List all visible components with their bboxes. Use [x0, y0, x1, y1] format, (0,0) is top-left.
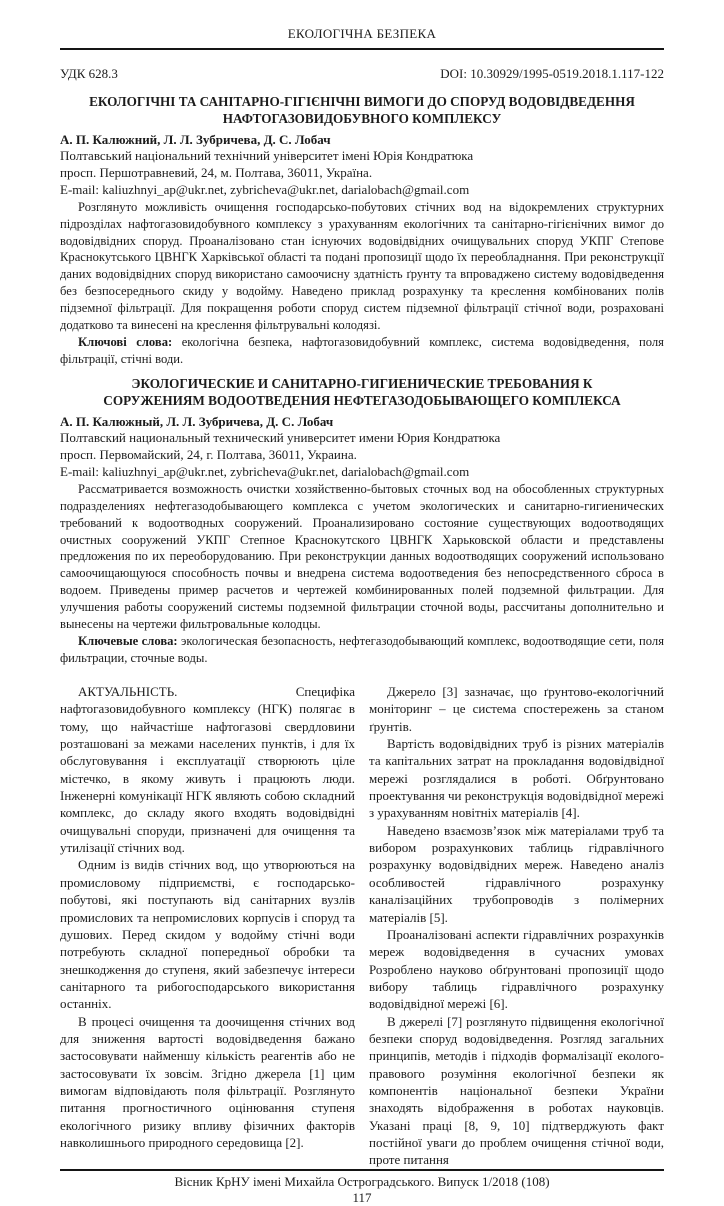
- affiliation-ru-line1: Полтавский национальный технический университет имени Юрия Кондратюка: [60, 430, 501, 446]
- body-paragraph: АКТУАЛЬНІСТЬ. Специфіка нафтогазовидобувного комплексу (НГК) полягає в тому, що найчастіше нафтогазові свердловини розташовані за межами населених пунктів, і для їх обслуговування і експлуатації створюють ціле містечко, в якому живуть і працюють люди. Інженерні комунікації НГК являють собою складний комплекс, до складу якого входять водовідвідні очищувальні споруди, призначені для очищення та утилізації стічних вод.: [60, 684, 355, 856]
- body-paragraph: В джерелі [7] розглянуто підвищення екологічної безпеки споруд водовідведення. Розгляд загальних принципів, методів і підходів формалізації еколого-правового розуміння екологічної безпеки як компонентів національної безпеки України знаходять відображення в роботах науковців. Указані праці [8, 9, 10] підтверджують факт постійної уваги до проблем очищення стічної води, проте питання: [369, 1013, 664, 1168]
- article-title-ru: ЭКОЛОГИЧЕСКИЕ И САНИТАРНО-ГИГИЕНИЧЕСКИЕ ТРЕБОВАНИЯ К СОРУЖЕНИЯМ ВОДООТВЕДЕНИЯ НЕФТЕГАЗОДОБЫВАЮЩЕГО КОМПЛЕКСА: [103, 376, 621, 408]
- body-columns: [60, 683, 664, 1169]
- body-paragraph: В процесі очищення та доочищення стічних вод для зниження вартості водовідведення бажано застосовувати найменшу кількість реагентів або не застосовувати їх зовсім. Згідно джерела [1] цим вимогам відповідають поля фільтрації. Розглянуто питання прогностичного оцінювання ступеня екологічного ризику впливу фізичних факторів навколишнього природного середовища [2].: [60, 1013, 355, 1150]
- meta-row: [60, 66, 664, 82]
- abstract-ru: Рассматривается возможность очистки хозяйственно-бытовых сточных вод на обособленных структурных подразделениях нефтегазодобывающего комплекса с учетом экологических и санитарно-гигиенических требований к водоотводных сооружений. Проанализировано состояние существующих водоотводящих очистных сооружений УКПГ Степное Краснокутского ЦВНГК Харьковской области и представлены предложения по их переоборудованию. При реконструкции данных водоотводящих сооружений использовано самоочищающуюся способность почвы и внедрена система водоотведения без непосредственного сброса в водоем. Приведены пример расчетов и чертежей комбинированных полей подземной фильтрации. Для улучшения работы сооружений системы подземной фильтрации сточной воды, рассчитаны дополнительно и вынесены на чертежи фильтровальные колодцы.: [60, 481, 664, 632]
- doi-code: DOI: 10.30929/1995-0519.2018.1.117-122: [440, 66, 664, 81]
- right-column: [369, 683, 664, 1169]
- authors-ua: А. П. Калюжний, Л. Л. Зубричева, Д. С. Лобач: [60, 132, 331, 147]
- abstract-ua: Розглянуто можливість очищення господарсько-побутових стічних вод на відокремлених структурних підрозділах нафтогазовидобувного комплексу з урахуванням екологічних та санітарно-гігієнічних вимог до водовідвідних споруд. Проаналізовано стан існуючих водовідвідних очищувальних споруд УКПГ Степове Краснокутського ЦВНГК Харківської області та подані пропозиції щодо їх переобладнання. При реконструкції даних водовідвідних споруд використано самоочисну здатність ґрунту та впроваджено систему водовідведення без безпосереднього скиду у водойму. Наведено приклад розрахунку та креслення комбінованих полів підземної фільтрації. Для покращення роботи споруд систем підземної фільтрації стічної води, розраховані додатково та винесені на креслення фільтрувальні колодязі.: [60, 199, 664, 333]
- affiliation-ru-line2: просп. Первомайский, 24, г. Полтава, 36011, Украина.: [60, 446, 357, 462]
- body-paragraph: Джерело [3] зазначає, що ґрунтово-екологічний моніторинг – це система спостережень за станом ґрунтів.: [369, 684, 664, 734]
- udc-code: УДК 628.3: [60, 66, 118, 81]
- body-paragraph: Проаналізовані аспекти гідравлічних розрахунків мереж водовідведення в сучасних умовах Розроблено науково обґрунтовані пропозиції щодо вибору таблиць гідравлічного розрахунку водовідвідної мережі [6].: [369, 926, 664, 1012]
- body-paragraph: Наведено взаємозв’язок між матеріалами труб та вибором розрахункових таблиць гідравлічного розрахунку водовідвідних мереж. Наведено аналіз особливостей гідравлічного розрахунку каналізаційних трубопроводів з полімерних матеріалів [5].: [369, 822, 664, 925]
- footer-page-number: 117: [352, 1189, 372, 1205]
- email-ru: E-mail: kaliuzhnyi_ap@ukr.net, zybricheva@ukr.net, darialobach@gmail.com: [60, 463, 470, 479]
- page-footer: [60, 1169, 664, 1206]
- body-paragraph: Одним із видів стічних вод, що утворюються на промисловому підприємстві, є господарсько-побутові, які поступають від санітарних вузлів промислових та непромислових корпусів і споруд та душових. Перед скидом у водойму стічні води потребують складної попередньої обробки та знешкодження до ступеня, який забезпечує інтереси санітарного та рибогосподарського використання останніх.: [60, 857, 355, 1012]
- running-head: ЕКОЛОГІЧНА БЕЗПЕКА: [60, 26, 664, 50]
- footer-journal-line: Вісник КрНУ імені Михайла Остроградського. Випуск 1/2018 (108): [174, 1173, 550, 1189]
- body-paragraph: Вартість водовідвідних труб із різних матеріалів та капітальних затрат на прокладання водовідвідної мережі розглядалися в роботі. Обґрунтовано проектування чи реконструкція водовідвідної мережі з урахуванням новітніх матеріалів [4].: [369, 736, 664, 821]
- keywords-ru: [60, 633, 664, 667]
- article-title-ua: ЕКОЛОГІЧНІ ТА САНІТАРНО-ГІГІЄНІЧНІ ВИМОГИ ДО СПОРУД ВОДОВІДВЕДЕННЯ НАФТОГАЗОВИДОБУВНОГО КОМПЛЕКСУ: [89, 94, 635, 126]
- left-column: [60, 683, 355, 1169]
- keywords-ua: [60, 334, 664, 368]
- affiliation-ua-line2: просп. Першотравневий, 24, м. Полтава, 36011, Україна.: [60, 164, 373, 180]
- authors-ru: А. П. Калюжный, Л. Л. Зубричева, Д. С. Лобач: [60, 414, 334, 430]
- keywords-ua-text: екологічна безпека, нафтогазовидобувний комплекс, система водовідведення, поля фільтрації, стічні води.: [60, 335, 664, 367]
- keywords-ru-text: экологическая безопасность, нефтегазодобывающий комплекс, водоотводящие сети, поля фильтрации, сточные воды.: [60, 634, 664, 666]
- affiliation-ua-line1: Полтавський національний технічний університет імені Юрія Кондратюка: [60, 148, 474, 163]
- email-ua: E-mail: kaliuzhnyi_ap@ukr.net, zybricheva@ukr.net, darialobach@gmail.com: [60, 181, 470, 197]
- keywords-ru-label: Ключевые слова:: [78, 634, 178, 649]
- keywords-ua-label: Ключові слова:: [78, 335, 173, 350]
